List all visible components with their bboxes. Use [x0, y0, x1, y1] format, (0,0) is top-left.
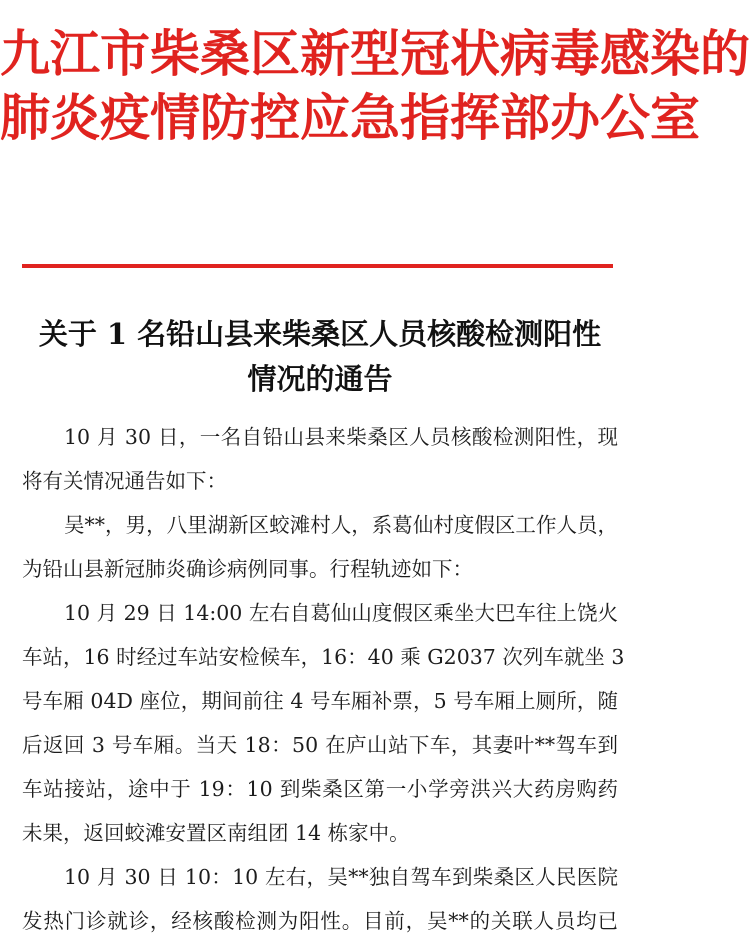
- issuing-office-header: [0, 22, 750, 150]
- paragraph-line: 吴**，男，八里湖新区蛟滩村人，系葛仙村度假区工作人员，: [64, 513, 618, 537]
- paragraph-line: 为铅山县新冠肺炎确诊病例同事。行程轨迹如下：: [22, 557, 473, 581]
- paragraph-line: 10 月 30 日，一名自铅山县来柴桑区人员核酸检测阳性，现: [64, 425, 618, 449]
- paragraph-line: 后返回 3 号车厢。当天 18：50 在庐山站下车，其妻叶**驾车到: [22, 733, 618, 757]
- header-line-1: 九江市柴桑区新型冠状病毒感染的: [0, 25, 750, 83]
- header-line-2: 肺炎疫情防控应急指挥部办公室: [0, 89, 700, 147]
- paragraph: [22, 503, 618, 591]
- paragraph-line: 10 月 29 日 14:00 左右自葛仙山度假区乘坐大巴车往上饶火: [64, 601, 618, 625]
- notice-body: [22, 415, 625, 943]
- paragraph: [22, 415, 618, 503]
- notice-title: [0, 312, 640, 402]
- paragraph: [22, 591, 625, 855]
- red-divider: [22, 264, 613, 268]
- paragraph-line: 将有关情况通告如下：: [22, 469, 227, 493]
- paragraph-line: 发热门诊就诊，经核酸检测为阳性。目前，吴**的关联人员均已: [22, 909, 618, 933]
- paragraph-line: 10 月 30 日 10：10 左右，吴**独自驾车到柴桑区人民医院: [64, 865, 618, 889]
- title-line-2: 情况的通告: [247, 362, 393, 396]
- paragraph-line: 车站，16 时经过车站安检候车，16：40 乘 G2037 次列车就坐 3: [22, 645, 625, 669]
- paragraph-line: 车站接站，途中于 19：10 到柴桑区第一小学旁洪兴大药房购药: [22, 777, 618, 801]
- title-line-1: 关于 1 名铅山县来柴桑区人员核酸检测阳性: [38, 317, 602, 351]
- paragraph: [22, 855, 618, 943]
- paragraph-line: 号车厢 04D 座位，期间前往 4 号车厢补票，5 号车厢上厕所，随: [22, 689, 618, 713]
- paragraph-line: 未果，返回蛟滩安置区南组团 14 栋家中。: [22, 821, 410, 845]
